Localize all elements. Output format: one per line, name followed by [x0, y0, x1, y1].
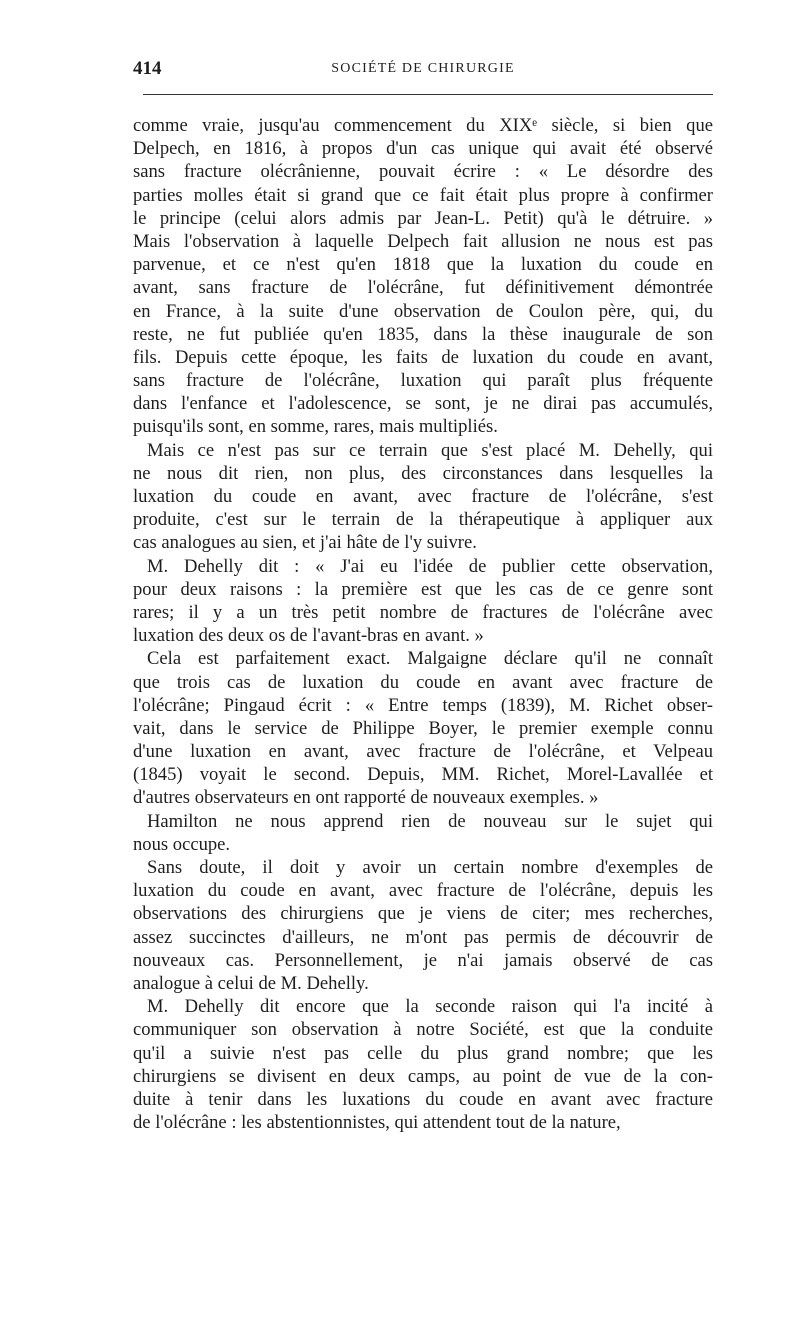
paragraph [133, 856, 713, 995]
text-line: dans l'enfance et l'adolescence, se sont, je ne dirai pas accumulés, [133, 393, 713, 415]
text-line: luxation des deux os de l'avant-bras en avant. » [133, 625, 484, 647]
paragraph [133, 995, 713, 1134]
text-line: ne nous dit rien, non plus, des circonstances dans lesquelles la [133, 462, 713, 484]
text-line: chirurgiens se divisent en deux camps, au point de vue de la con- [133, 1065, 713, 1087]
text-line: luxation du coude en avant, avec fracture de l'olécrâne, s'est [133, 486, 713, 507]
header-rule [143, 94, 713, 95]
text-line: parvenue, et ce n'est qu'en 1818 que la luxation du coude en [133, 254, 713, 276]
text-line: (1845) voyait le second. Depuis, MM. Richet, Morel-Lavallée et [133, 764, 713, 786]
paragraph [133, 114, 713, 439]
body-text [133, 114, 713, 1134]
text-line: produite, c'est sur le terrain de la thérapeutique à appliquer aux [133, 509, 713, 531]
text-line: rares; il y a un très petit nombre de fractures de l'olécrâne avec [133, 601, 713, 623]
text-line: M. Dehelly dit : « J'ai eu l'idée de publier cette observation, [147, 555, 713, 577]
text-line: d'une luxation en avant, avec fracture de l'olécrâne, et Velpeau [133, 741, 713, 763]
text-line: que trois cas de luxation du coude en avant avec fracture de [133, 671, 713, 693]
text-line: vait, dans le service de Philippe Boyer, le premier exemple connu [133, 717, 713, 739]
text-line: reste, ne fut publiée qu'en 1835, dans la thèse inaugurale de son [133, 323, 713, 345]
page-header [133, 56, 713, 86]
document-page [133, 56, 713, 1134]
text-line: Delpech, en 1816, à propos d'un cas unique qui avait été observé [133, 138, 713, 160]
text-line: nous occupe. [133, 833, 231, 855]
text-line: qu'il a suivie n'est pas celle du plus grand nombre; que les [133, 1042, 713, 1064]
text-line: en France, à la suite d'une observation de Coulon père, qui, du [133, 300, 713, 322]
text-line: analogue à celui de M. Dehelly. [133, 972, 369, 994]
paragraph [133, 647, 713, 809]
text-line: communiquer son observation à notre Société, est que la conduite [133, 1019, 713, 1041]
text-line: Cela est parfaitement exact. Malgaigne déclare qu'il ne connaît [147, 648, 713, 670]
text-line: Mais l'observation à laquelle Delpech fait allusion ne nous est pas [133, 230, 713, 252]
text-line: luxation du coude en avant, avec fracture de l'olécrâne, depuis les [133, 880, 713, 902]
text-line: l'olécrâne; Pingaud écrit : « Entre temps (1839), M. Richet obser- [133, 694, 713, 716]
text-line: d'autres observateurs en ont rapporté de nouveaux exemples. » [133, 787, 599, 809]
text-line: nouveaux cas. Personnellement, je n'ai jamais observé de cas [133, 949, 713, 971]
text-line: de l'olécrâne : les abstentionnistes, qui attendent tout de la nature, [133, 1112, 621, 1134]
paragraph [133, 439, 713, 555]
text-line: duite à tenir dans les luxations du coude en avant avec fracture [133, 1088, 713, 1110]
text-line: avant, sans fracture de l'olécrâne, fut définitivement démontrée [133, 277, 713, 299]
text-line: Mais ce n'est pas sur ce terrain que s'est placé M. Dehelly, qui [147, 439, 713, 461]
text-line: cas analogues au sien, et j'ai hâte de l'y suivre. [133, 532, 477, 554]
text-line: sans fracture olécrânienne, pouvait écrire : « Le désordre des [133, 161, 713, 183]
text-line: Sans doute, il doit y avoir un certain nombre d'exemples de [147, 857, 713, 878]
text-line: Hamilton ne nous apprend rien de nouveau sur le sujet qui [147, 810, 713, 832]
text-line: parties molles était si grand que ce fait était plus propre à confirmer [133, 184, 713, 206]
text-line: observations des chirurgiens que je viens de citer; mes recherches, [133, 903, 713, 925]
running-title: SOCIÉTÉ DE CHIRURGIE [331, 61, 515, 76]
paragraph [133, 810, 713, 856]
text-line: M. Dehelly dit encore que la seconde raison qui l'a incité à [147, 996, 713, 1018]
text-line: assez succinctes d'ailleurs, ne m'ont pas permis de découvrir de [133, 926, 713, 948]
paragraph [133, 555, 713, 648]
text-line: pour deux raisons : la première est que les cas de ce genre sont [133, 578, 713, 600]
text-line: fils. Depuis cette époque, les faits de luxation du coude en avant, [133, 346, 713, 368]
text-line: comme vraie, jusqu'au commencement du XIXᵉ siècle, si bien que [133, 115, 713, 136]
text-line: le principe (celui alors admis par Jean-L. Petit) qu'à le détruire. » [133, 207, 713, 229]
text-line: sans fracture de l'olécrâne, luxation qui paraît plus fréquente [133, 370, 713, 392]
page-number: 414 [133, 58, 162, 79]
text-line: puisqu'ils sont, en somme, rares, mais multipliés. [133, 416, 498, 438]
